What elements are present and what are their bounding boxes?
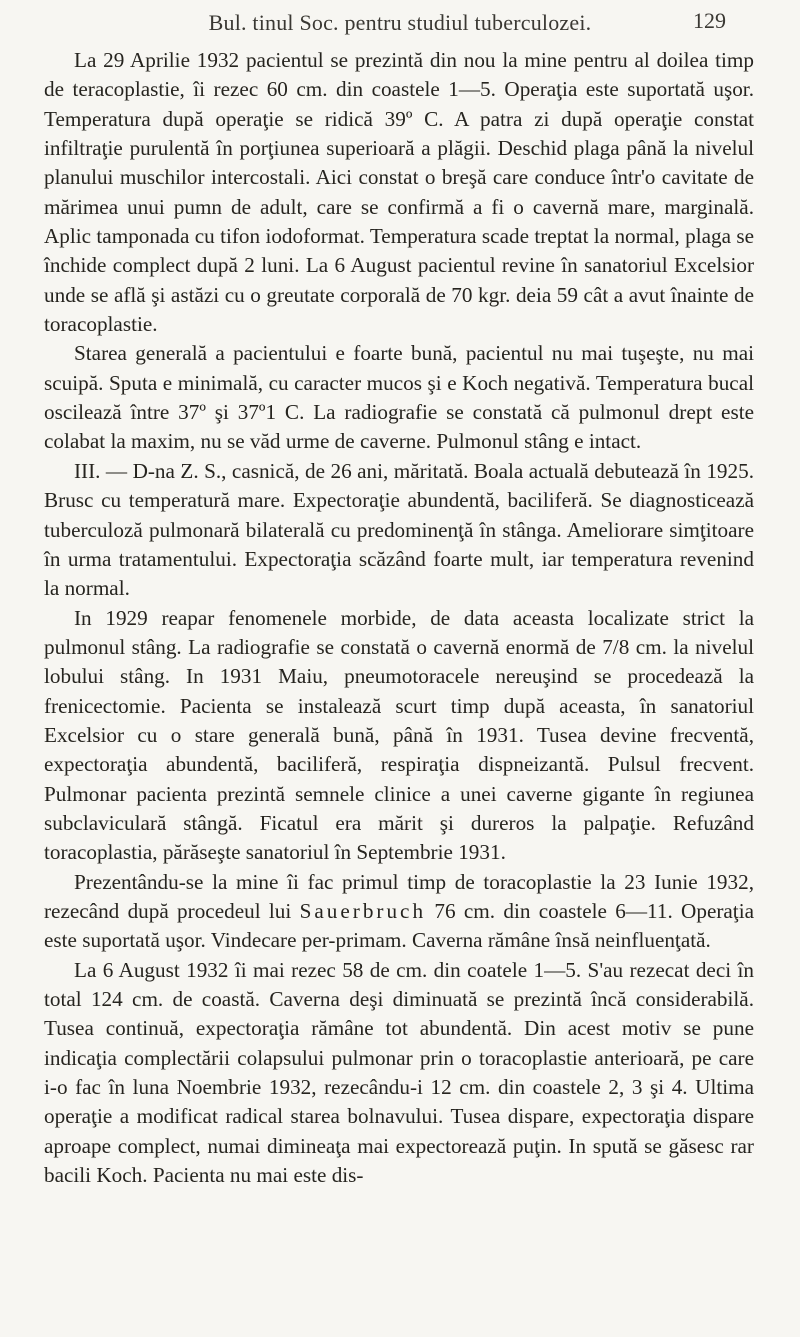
running-title: Bul. tinul Soc. pentru studiul tuberculozei. [208,10,592,35]
paragraph-4: In 1929 reapar fenomenele morbide, de data aceasta localizate strict la pulmonul stâng. La radiografie se constată o cavernă enormă de 7/8 cm. la nivelul lobului stâng. In 1931 Maiu, pneumotoracele nereuşind se procedează la frenicectomie. Pacienta se instalează scurt timp după aceasta, în sanatoriul Excelsior cu o stare generală bună, până în 1931. Tusea devine frecventă, expectoraţia abundentă, baciliferă, respiraţia dispneizantă. Pulsul frecvent. Pulmonar pacienta prezintă semnele clinice a unei caverne gigante în regiunea subclaviculară stângă. Ficatul era mărit şi dureros la palpaţie. Refuzând toracoplastia, părăseşte sanatoriul în Septembrie 1931. [44,605,754,865]
paragraph-1: La 29 Aprilie 1932 pacientul se prezintă din nou la mine pentru al doilea timp de teracoplastie, îi rezec 60 cm. din coastele 1—5. Operaţia este suportată uşor. Temperatura după operaţie se ridică 39º C. A patra zi după operaţie constat infiltraţie purulentă în porţiunea superioară a plăgii. Deschid plaga până la nivelul planului muschilor intercostali. Aici constat o breşă care conduce într'o cavitate de mărimea unui pumn de adult, care se confirmă a fi o cavernă mare, marginală. Aplic tamponada cu tifon iodoformat. Temperatura scade treptat la normal, plaga se închide complect după 2 luni. La 6 August pacientul revine în sanatoriul Excelsior unde se află şi astăzi cu o greutate corporală de 70 kgr. deia 59 cât a avut înainte de toracoplastie. [44,48,754,337]
running-header [0,4,800,38]
page-number: 129 [693,8,726,33]
paragraph-2: Starea generală a pacientului e foarte bună, pacientul nu mai tuşeşte, nu mai scuipă. Sputa e minimală, cu caracter mucos şi e Koch negativă. Temperatura bucal oscilează între 37º şi 37º1 C. La radiografie se constată că pulmonul drept este colabat la maxim, nu se văd urme de caverne. Pulmonul stâng e intact. [44,341,754,454]
paragraph-3: III. — D-na Z. S., casnică, de 26 ani, măritată. Boala actuală debutează în 1925. Brusc cu temperatură mare. Expectoraţie abundentă, baciliferă. Se diagnosticează tuberculoză pulmonară bilaterală cu predominenţă în stânga. Ameliorare simţitoare în urma tratamentului. Expectoraţia scăzând foarte mult, iar temperatura revenind la normal. [44,458,754,601]
paragraph-5: Prezentându-se la mine îi fac primul timp de toracoplastie la 23 Iunie 1932, rezecând după procedeul lui Sauerbruch 76 cm. din coastele 6—11. Operaţia este suportată uşor. Vindecare per-primam. Caverna rămâne însă neinfluenţată. [44,869,754,953]
body-text [44,46,754,1190]
paragraph-6: La 6 August 1932 îi mai rezec 58 de cm. din coatele 1—5. S'au rezecat deci în total 124 cm. de coastă. Caverna deşi diminuată se prezintă încă considerabilă. Tusea continuă, expectoraţia rămâne tot abundentă. Din acest motiv se pune indicaţia complectării colapsului pulmonar prin o toracoplastie anterioară, pe care i-o fac în luna Noembrie 1932, rezecându-i 12 cm. din coastele 2, 3 şi 4. Ultima operaţie a modificat radical starea bolnavului. Tusea dispare, expectoraţia dispare aproape complect, numai dimineaţa mai expectorează puţin. In spută se găsesc rar bacili Koch. Pacienta nu mai este dis- [44,957,754,1188]
